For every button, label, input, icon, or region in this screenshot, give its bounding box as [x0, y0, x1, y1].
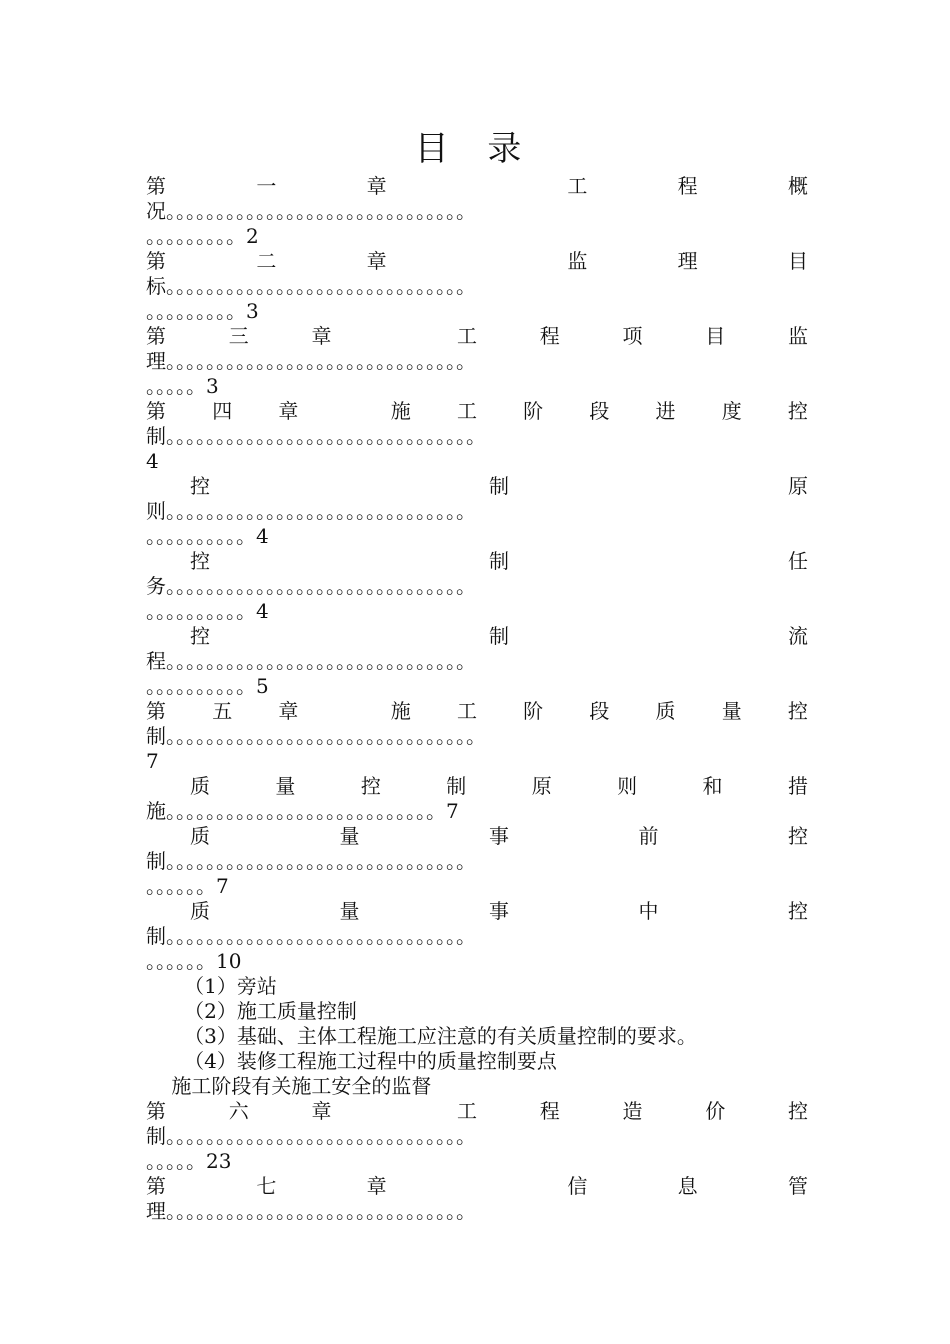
- toc-heading-char: 量: [339, 899, 360, 923]
- toc-heading-char: 理: [677, 249, 698, 273]
- toc-heading-char: 事: [489, 824, 509, 848]
- toc-heading-char: 管: [787, 1174, 808, 1198]
- toc-heading-char: 控: [788, 824, 808, 848]
- toc-heading-char: 程: [539, 1099, 560, 1123]
- toc-heading-char: 则: [617, 774, 638, 798]
- toc-heading-char: 监: [567, 249, 588, 273]
- toc-line: [146, 1099, 808, 1124]
- toc-line: 则。。。。。。。。。。。。。。。。。。。。。。。。。。。。。。: [146, 499, 476, 523]
- toc-heading-char: 章: [366, 249, 387, 273]
- toc-heading-char: 质: [655, 699, 676, 723]
- toc-heading-char: 章: [311, 1099, 332, 1123]
- toc-line: [146, 1174, 808, 1199]
- toc-line: 。。。。。。。。。。4: [146, 599, 269, 623]
- toc-line: （3）基础、主体工程施工应注意的有关质量控制的要求。: [146, 1024, 697, 1048]
- toc-heading-char: 量: [721, 699, 742, 723]
- toc-line: [146, 624, 808, 649]
- toc-line: 制。。。。。。。。。。。。。。。。。。。。。。。。。。。。。。: [146, 924, 476, 948]
- toc-heading-char: 章: [311, 324, 332, 348]
- toc-line: [146, 399, 808, 424]
- toc-heading-char: 前: [638, 824, 659, 848]
- toc-line: 施。。。。。。。。。。。。。。。。。。。。。。。。。。。7: [146, 799, 459, 823]
- toc-line: 制。。。。。。。。。。。。。。。。。。。。。。。。。。。。。。。: [146, 424, 486, 448]
- toc-heading-char: 目: [787, 249, 808, 273]
- toc-heading-char: 监: [788, 324, 808, 348]
- toc-heading-char: 概: [787, 174, 808, 198]
- toc-heading-char: 程: [677, 174, 698, 198]
- toc-heading-char: 价: [705, 1099, 726, 1123]
- toc-line: [146, 174, 808, 199]
- toc-heading-char: 进: [655, 399, 676, 423]
- toc-heading-char: 工: [456, 699, 477, 723]
- toc-heading-char: 阶: [523, 399, 544, 423]
- toc-heading-char: 度: [721, 399, 742, 423]
- toc-heading-char: 第: [146, 399, 166, 423]
- toc-heading-char: 息: [677, 1174, 698, 1198]
- toc-line: 。。。。。。。。。3: [146, 299, 259, 323]
- toc-line: [146, 549, 808, 574]
- toc-heading-char: 第: [146, 1099, 166, 1123]
- toc-heading-char: 控: [788, 1099, 808, 1123]
- toc-heading-char: 一: [256, 174, 277, 198]
- toc-heading-char: 造: [622, 1099, 643, 1123]
- table-of-contents: [146, 174, 808, 1224]
- toc-line: 。。。。。。。。。。5: [146, 674, 269, 698]
- toc-line: 7: [146, 749, 159, 773]
- toc-heading-char: 章: [366, 174, 387, 198]
- toc-line: 理。。。。。。。。。。。。。。。。。。。。。。。。。。。。。。: [146, 1199, 476, 1223]
- toc-heading-char: 和: [702, 774, 723, 798]
- toc-heading-char: 章: [278, 699, 299, 723]
- toc-line: [146, 249, 808, 274]
- toc-heading-char: 制: [489, 474, 509, 498]
- toc-line: [146, 774, 808, 799]
- toc-heading-char: 目: [705, 324, 726, 348]
- toc-heading-char: 控: [190, 624, 210, 648]
- toc-heading-char: 控: [788, 899, 808, 923]
- toc-line: 。。。。。。10: [146, 949, 242, 973]
- toc-line: 。。。。。23: [146, 1149, 232, 1173]
- toc-heading-char: 质: [190, 899, 210, 923]
- toc-heading-char: 三: [228, 324, 249, 348]
- toc-line: [146, 699, 808, 724]
- toc-heading-char: 第: [146, 1174, 166, 1198]
- toc-heading-char: 工: [457, 324, 477, 348]
- toc-line: [146, 824, 808, 849]
- toc-heading-char: 二: [256, 249, 277, 273]
- toc-heading-char: 章: [366, 1174, 387, 1198]
- toc-heading-char: 制: [489, 624, 509, 648]
- toc-heading-char: 制: [446, 774, 467, 798]
- toc-line: （1）旁站: [146, 974, 277, 998]
- toc-heading-char: 量: [339, 824, 360, 848]
- toc-heading-char: 信: [567, 1174, 588, 1198]
- toc-heading-char: 阶: [523, 699, 544, 723]
- toc-heading-char: 流: [788, 624, 808, 648]
- toc-heading-char: 控: [787, 399, 808, 423]
- toc-heading-char: 原: [788, 474, 808, 498]
- toc-heading-char: 工: [456, 399, 477, 423]
- toc-heading-char: 工: [457, 1099, 477, 1123]
- toc-line: [146, 474, 808, 499]
- toc-heading-char: 制: [489, 549, 509, 573]
- toc-heading-char: 六: [228, 1099, 249, 1123]
- toc-heading-char: 事: [489, 899, 509, 923]
- toc-line: （2）施工质量控制: [146, 999, 357, 1023]
- toc-line: 制。。。。。。。。。。。。。。。。。。。。。。。。。。。。。。。: [146, 724, 486, 748]
- toc-line: 况。。。。。。。。。。。。。。。。。。。。。。。。。。。。。。: [146, 199, 476, 223]
- toc-heading-char: 控: [190, 474, 210, 498]
- toc-heading-char: 第: [146, 324, 166, 348]
- toc-line: [146, 324, 808, 349]
- toc-heading-char: 任: [788, 549, 808, 573]
- toc-heading-char: 原: [531, 774, 552, 798]
- toc-heading-char: 工: [567, 174, 588, 198]
- toc-line: （4）装修工程施工过程中的质量控制要点: [146, 1049, 557, 1073]
- toc-heading-char: 第: [146, 249, 166, 273]
- toc-line: 制。。。。。。。。。。。。。。。。。。。。。。。。。。。。。。: [146, 849, 476, 873]
- toc-heading-char: 段: [589, 399, 610, 423]
- toc-heading-char: 程: [539, 324, 560, 348]
- toc-line: 。。。。。3: [146, 374, 219, 398]
- toc-heading-char: 章: [278, 399, 299, 423]
- toc-line: 4: [146, 449, 159, 473]
- toc-heading-char: 量: [275, 774, 296, 798]
- toc-heading-char: 四: [212, 399, 233, 423]
- toc-line: [146, 899, 808, 924]
- toc-line: 。。。。。。。。。。4: [146, 524, 269, 548]
- toc-heading-char: 中: [638, 899, 659, 923]
- toc-heading-char: 第: [146, 699, 166, 723]
- toc-heading-char: 五: [212, 699, 233, 723]
- toc-line: 理。。。。。。。。。。。。。。。。。。。。。。。。。。。。。。: [146, 349, 476, 373]
- toc-heading-char: 项: [622, 324, 643, 348]
- toc-heading-char: 施: [390, 699, 411, 723]
- toc-heading-char: 质: [190, 774, 210, 798]
- toc-heading-char: 第: [146, 174, 166, 198]
- toc-heading-char: 质: [190, 824, 210, 848]
- toc-heading-char: 七: [256, 1174, 277, 1198]
- toc-heading-char: 控: [787, 699, 808, 723]
- toc-heading-char: 段: [589, 699, 610, 723]
- toc-heading-char: 措: [787, 774, 808, 798]
- toc-line: 。。。。。。。。。2: [146, 224, 259, 248]
- toc-line: 制。。。。。。。。。。。。。。。。。。。。。。。。。。。。。。: [146, 1124, 476, 1148]
- toc-line: 标。。。。。。。。。。。。。。。。。。。。。。。。。。。。。。: [146, 274, 476, 298]
- toc-heading-char: 施: [390, 399, 411, 423]
- toc-heading-char: 控: [360, 774, 381, 798]
- toc-line: 施工阶段有关施工安全的监督: [146, 1074, 432, 1098]
- toc-line: 程。。。。。。。。。。。。。。。。。。。。。。。。。。。。。。: [146, 649, 476, 673]
- toc-heading-char: 控: [190, 549, 210, 573]
- toc-line: 务。。。。。。。。。。。。。。。。。。。。。。。。。。。。。。: [146, 574, 476, 598]
- toc-line: 。。。。。。7: [146, 874, 229, 898]
- page-title: 目 录: [414, 129, 536, 169]
